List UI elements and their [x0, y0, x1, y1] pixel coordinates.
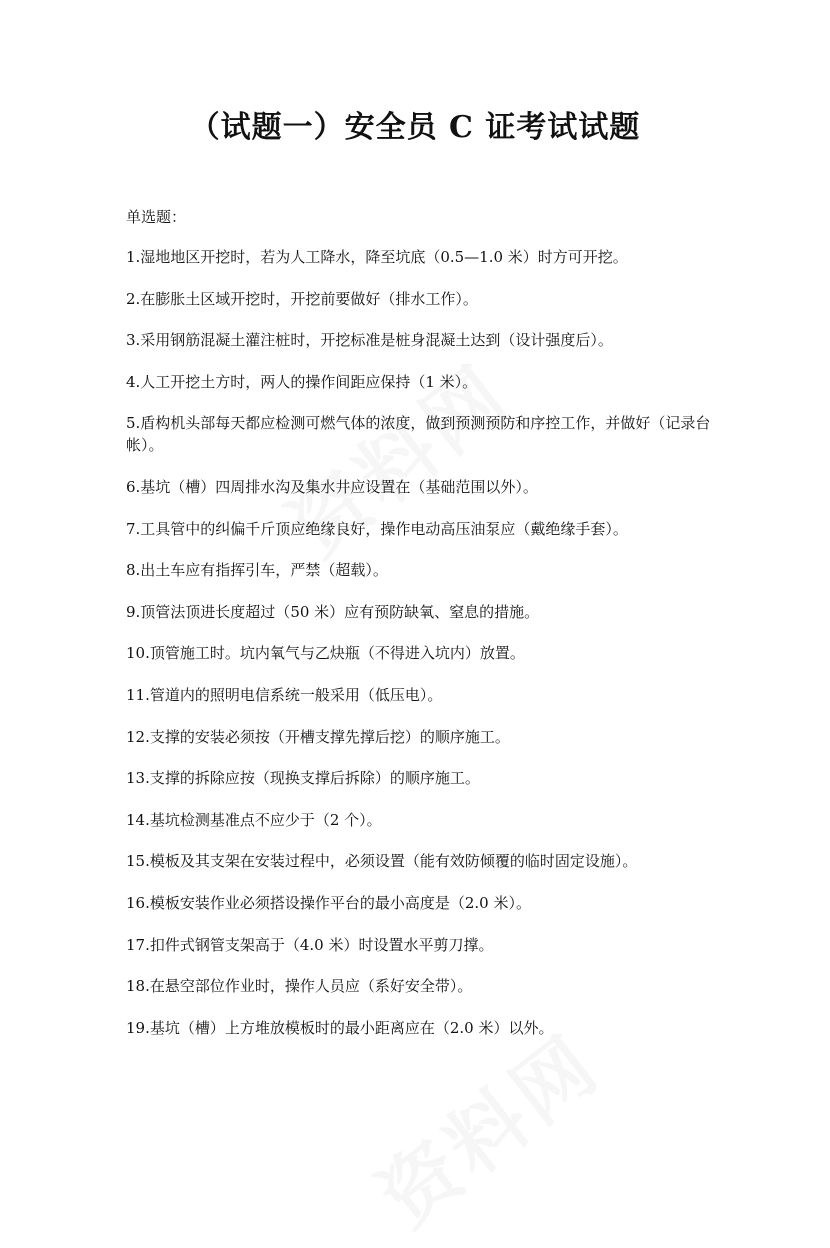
question-item: 12.支撑的安装必须按（开槽支撑先撑后挖）的顺序施工。 [126, 727, 510, 746]
question-item: 15.模板及其支架在安装过程中，必须设置（能有效防倾覆的临时固定设施）。 [126, 852, 638, 871]
question-item: 8.出土车应有指挥引车，严禁（超载）。 [126, 561, 388, 580]
question-item: 10.顶管施工时。坑内氧气与乙炔瓶（不得进入坑内）放置。 [126, 644, 525, 663]
question-item: 3.采用钢筋混凝土灌注桩时，开挖标准是桩身混凝土达到（设计强度后）。 [126, 331, 613, 350]
section-label: 单选题： [126, 208, 187, 226]
question-item: 4.人工开挖土方时，两人的操作间距应保持（1 米）。 [126, 372, 478, 391]
question-item: 16.模板安装作业必须搭设操作平台的最小高度是（2.0 米）。 [126, 893, 531, 912]
question-item: 7.工具管中的纠偏千斤顶应绝缘良好，操作电动高压油泵应（戴绝缘手套）。 [126, 519, 628, 538]
question-item: 5.盾构机头部每天都应检测可燃气体的浓度，做到预测预防和序控工作，并做好（记录台帐）。 [126, 414, 711, 455]
question-item: 9.顶管法顶进长度超过（50 米）应有预防缺氧、窒息的措施。 [126, 602, 540, 621]
page-title: （试题一）安全员 C 证考试试题 [189, 110, 641, 145]
question-list [126, 246, 716, 1058]
question-item: 2.在膨胀土区域开挖时，开挖前要做好（排水工作）。 [126, 289, 478, 308]
question-item: 14.基坑检测基准点不应少于（2 个）。 [126, 810, 382, 829]
question-item: 6.基坑（槽）四周排水沟及集水井应设置在（基础范围以外）。 [126, 477, 538, 496]
question-item: 18.在悬空部位作业时，操作人员应（系好安全带）。 [126, 977, 473, 996]
question-item: 19.基坑（槽）上方堆放模板时的最小距离应在（2.0 米）以外。 [126, 1018, 554, 1037]
question-item: 11.管道内的照明电信系统一般采用（低压电）。 [126, 685, 443, 704]
question-item: 1.湿地地区开挖时，若为人工降水，降至坑底（0.5—1.0 米）时方可开挖。 [126, 248, 628, 266]
question-item: 13.支撑的拆除应按（现换支撑后拆除）的顺序施工。 [126, 769, 480, 788]
question-item: 17.扣件式钢管支架高于（4.0 米）时设置水平剪刀撑。 [126, 935, 494, 954]
